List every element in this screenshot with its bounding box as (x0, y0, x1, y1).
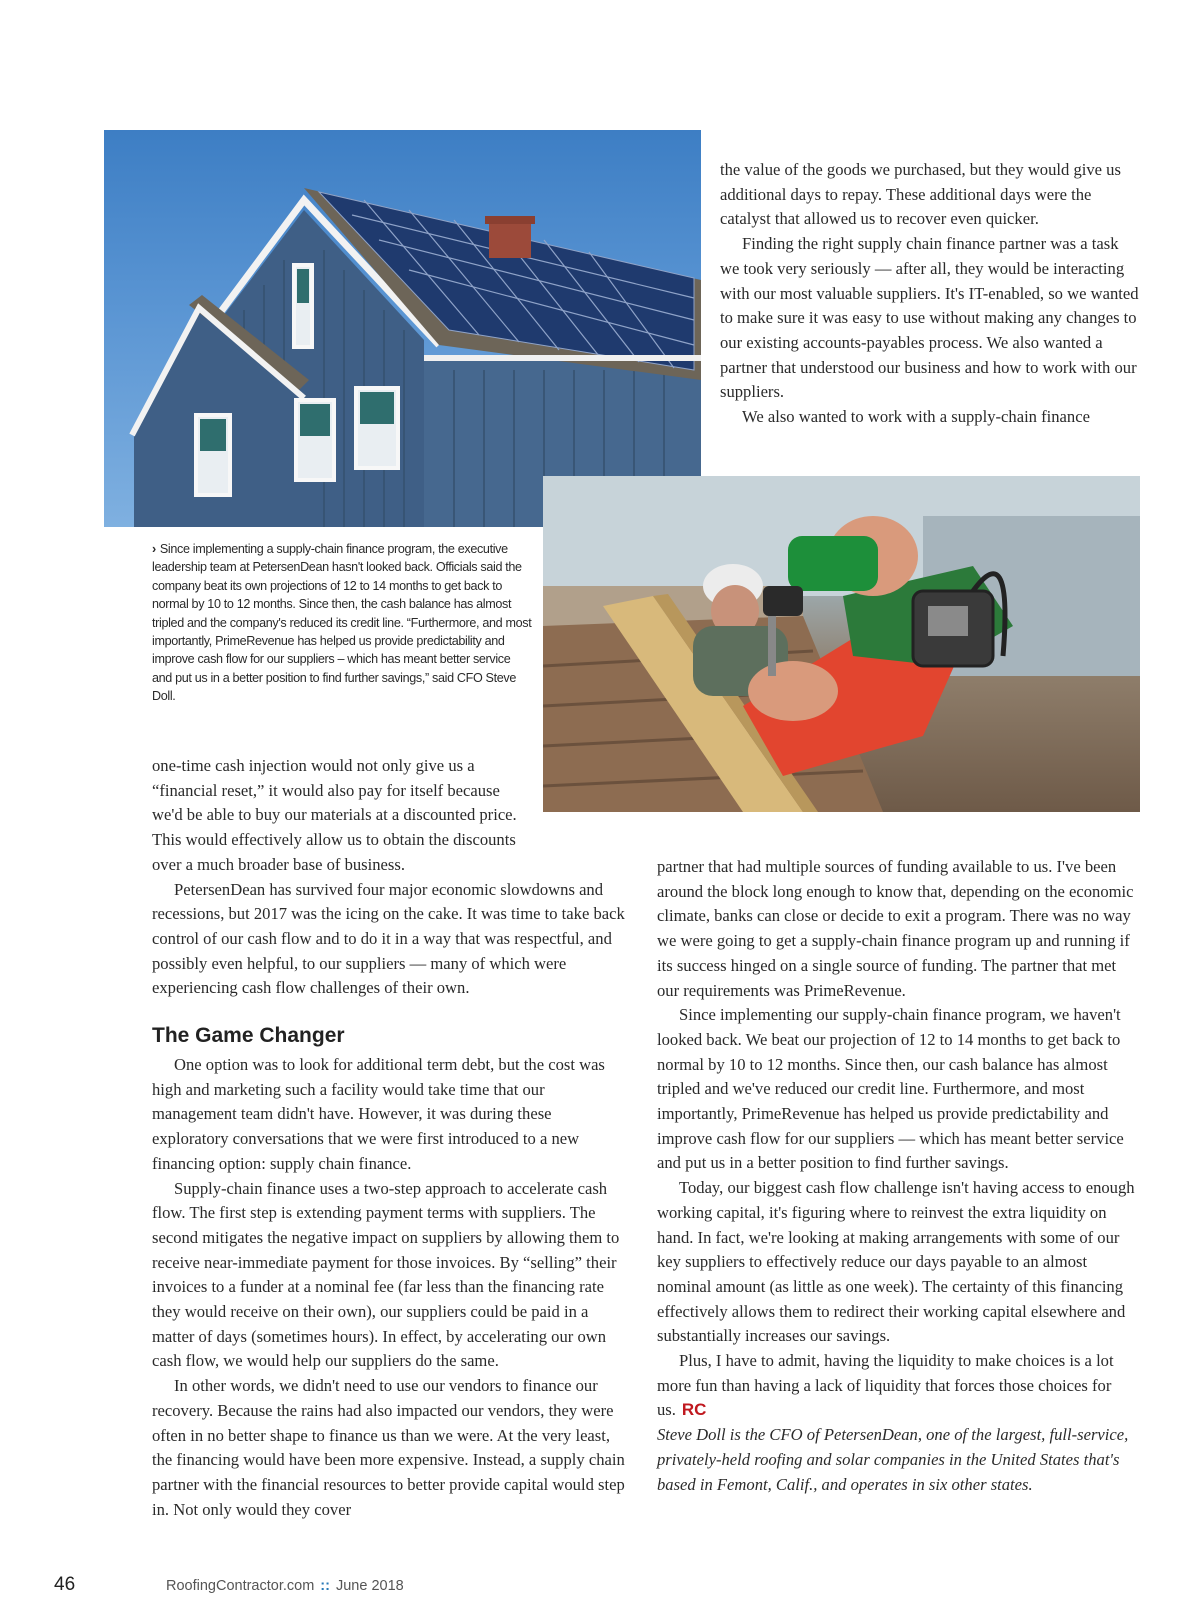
paragraph: Supply-chain finance uses a two-step approach to accelerate cash flow. The first step is extending payment terms with suppliers. The second mitigates the negative impact on suppliers by allowing them to receive near-immediate payment for those invoices. By “selling” their invoices to a funder at a nominal fee (far less than the financing rate they would receive on their own), our suppliers could be paid in a matter of days (sometimes hours). In effect, by accelerating our own cash flow, we would help our suppliers do the same. (152, 1178, 620, 1371)
worker-illustration (543, 476, 1140, 812)
article-column-left (152, 754, 632, 1522)
paragraph: the value of the goods we purchased, but they would give us additional days to repay. These additional days were the catalyst that allowed us to recover even quicker. (720, 160, 1121, 229)
paragraph: Finding the right supply chain finance partner was a task we took very seriously — after all, they would be interacting with our most valuable suppliers. It's IT-enabled, so we wanted to make sure it was easy to use without making any changes to our existing accounts-payables process. We also wanted a partner that understood our business and how to work with our suppliers. (720, 234, 1139, 402)
caption-text: Since implementing a supply-chain finance program, the executive leadership team at PetersenDean hasn't looked back. Officials said the company beat its own projections of 12 to 14 months to get back to normal by 10 to 12 months. Since then, the cash balance has almost tripled and the company's reduced its credit line. “Furthermore, and most importantly, PrimeRevenue has helped us provide predictability and improve cash flow for our suppliers – which has meant better service and put us in a better position to find further savings,” said CFO Steve Doll. (152, 542, 532, 704)
rc-end-mark: RC (681, 1400, 707, 1420)
article-column-right (657, 855, 1142, 1497)
paragraph: one-time cash injection would not only give us a “financial reset,” it would also pay for itself because we'd be able to buy our materials at a discounted price. This would effectively allow us to obtain the discounts over a much broader base of business. (152, 756, 517, 874)
house-illustration (104, 130, 701, 527)
worker-with-drill-photo (543, 476, 1140, 812)
paragraph-text: Plus, I have to admit, having the liquidity to make choices is a lot more fun than having a lack of liquidity that forces those choices for us. (657, 1351, 1114, 1420)
footer-issue: June 2018 (335, 1578, 404, 1594)
page-number: 46 (54, 1574, 76, 1595)
chevron-right-icon: › (152, 542, 156, 556)
footer-separator: :: (320, 1578, 330, 1594)
paragraph: In other words, we didn't need to use our vendors to finance our recovery. Because the rains had also impacted our vendors, they were often in no better shape to finance us than we were. At the very least, the financing would have been more expensive. Instead, a supply chain partner with the financial resources to better provide capital would step in. Not only would they cover (152, 1376, 625, 1519)
paragraph: We also wanted to work with a supply-chain finance (742, 407, 1090, 427)
house-with-solar-panels-photo (104, 130, 701, 527)
paragraph: PetersenDean has survived four major economic slowdowns and recessions, but 2017 was the icing on the cake. It was time to take back control of our cash flow and to do it in a way that was respectful, and possibly even helpful, to our suppliers — many of which were experiencing cash flow challenges of their own. (152, 879, 625, 998)
paragraph: One option was to look for additional term debt, but the cost was high and marketing such a facility would take time that our management team didn't have. However, it was during these exploratory conversations that we were first introduced to a new financing option: supply chain finance. (152, 1055, 605, 1173)
photo-caption (152, 540, 532, 706)
author-bio: Steve Doll is the CFO of PetersenDean, one of the largest, full-service, privately-held roofing and solar companies in the United States that's based in Femont, Calif., and operates in six other states. (657, 1425, 1129, 1494)
paragraph: Since implementing our supply-chain finance program, we haven't looked back. We beat our projection of 12 to 14 months to get back to normal by 10 to 12 months. Since then, our cash balance has almost tripled and we've reduced our credit line. Furthermore, and most importantly, PrimeRevenue has helped us provide predictability and improve cash flow for our suppliers — which has meant better service and put us in a better position to find further savings. (657, 1005, 1124, 1173)
footer-site: RoofingContractor.com (166, 1578, 315, 1594)
paragraph: partner that had multiple sources of funding available to us. I've been around the block long enough to know that, depending on the economic climate, banks can close or decide to exit a program. There was no way we were going to get a supply-chain finance program up and running if its success hinged on a single source of funding. The partner that met our requirements was PrimeRevenue. (657, 857, 1134, 1000)
paragraph (657, 1349, 1142, 1423)
section-heading: The Game Changer (152, 1024, 345, 1048)
article-column-top-right (720, 158, 1140, 430)
paragraph: Today, our biggest cash flow challenge isn't having access to enough working capital, it's figuring where to reinvest the extra liquidity on hand. In fact, we're looking at making arrangements with some of our key suppliers to effectively reduce our days payable to an almost nominal amount (as little as one week). The certainty of this financing effectively allows them to redirect their working capital elsewhere and substantially increases our savings. (657, 1178, 1135, 1346)
footer-credit (166, 1578, 404, 1594)
